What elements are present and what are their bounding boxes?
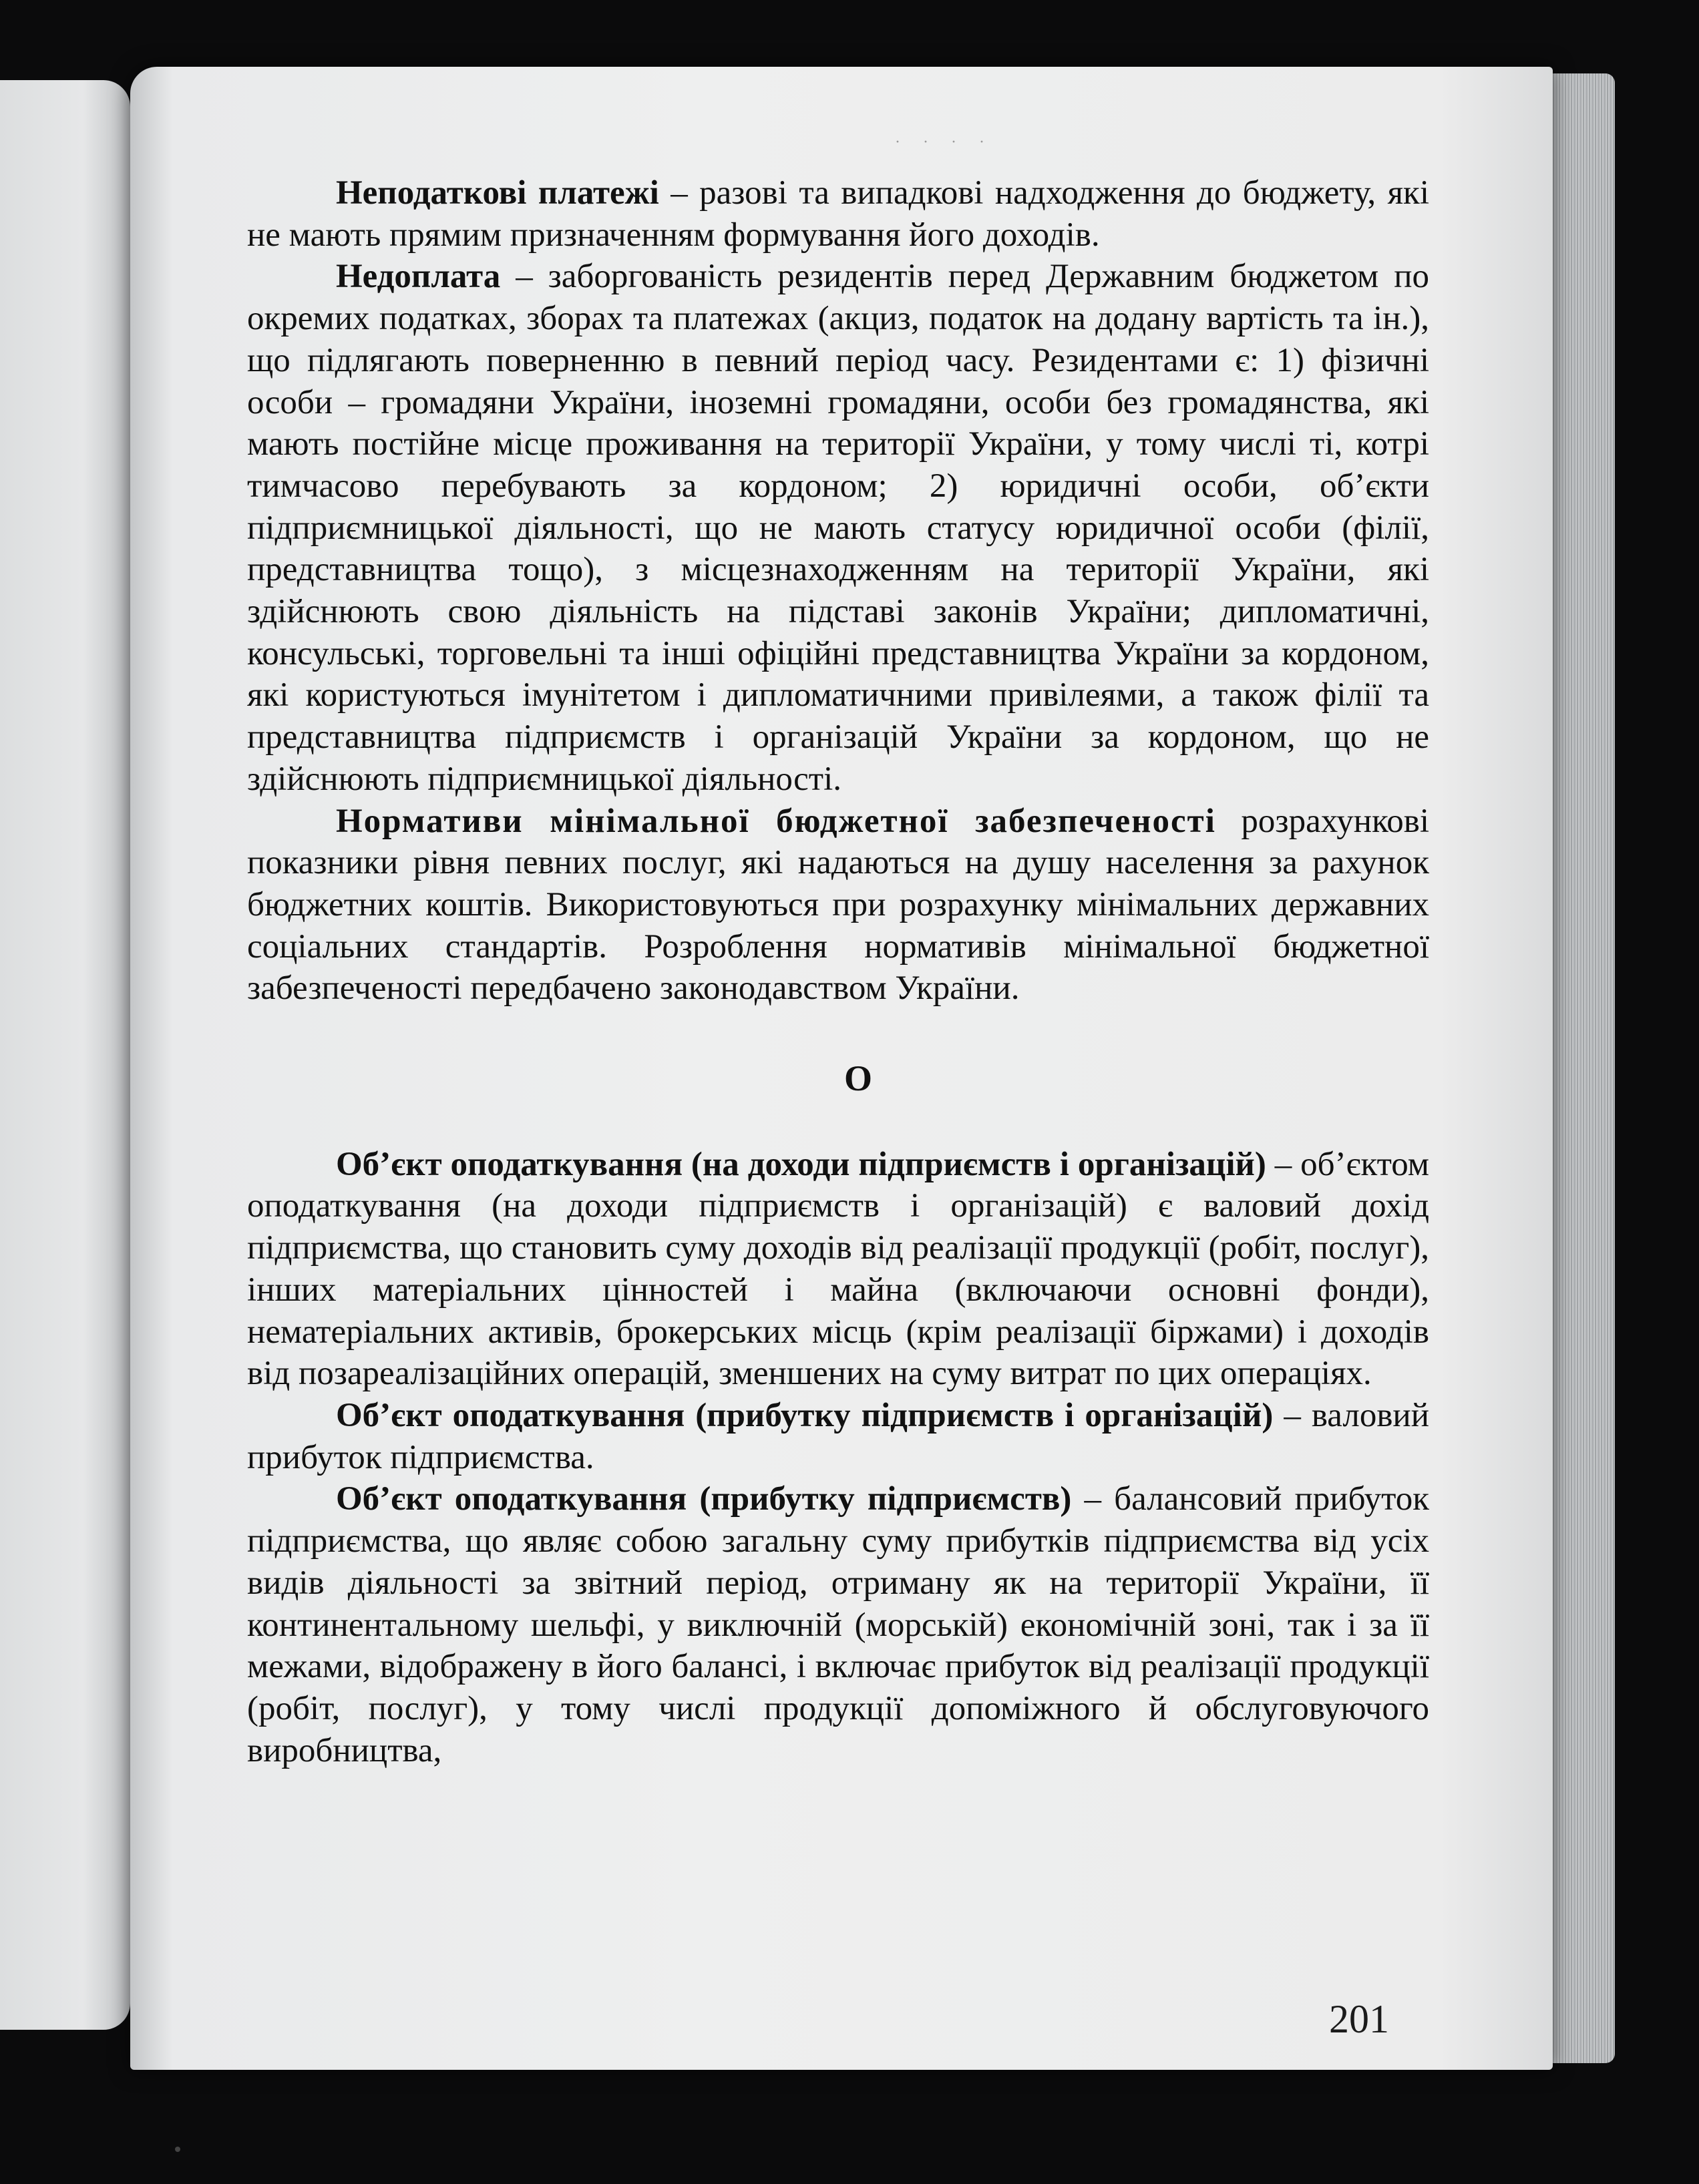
- entry-definition: – об’єктом оподаткування (на доходи підприємств і організацій) є валовий дохід підприємства, що становить суму доходів від реалізації продукції (робіт, послуг), інших матеріальних цінностей і майна (включаючи основні фонди), нематеріальних активів, брокерських місць (крім реалізації біржами) і доходів від позареалізаційних операцій, зменшених на суму витрат по цих операціях.: [247, 1145, 1429, 1393]
- entry-definition: – разові та випадкові надходження до бюджету, які не мають прямим призначенням формування його доходів.: [247, 174, 1429, 254]
- entry-obiekt-prybutok-orh: [247, 1395, 1429, 1478]
- entry-term: Неподаткові платежі: [336, 174, 659, 212]
- page-number: 201: [1329, 1997, 1389, 2041]
- entry-term: Об’єкт оподаткування (прибутку підприємств): [336, 1480, 1072, 1518]
- entry-definition: розрахункові показники рівня певних послуг, які надаються на душу населення за рахунок бюджетних коштів. Використовуються при розрахунку мінімальних державних соціальних стандартів. Розроблення нормативів мінімальної бюджетної забезпеченості передбачено законодавством України.: [247, 802, 1430, 1008]
- entry-obiekt-prybutok: [247, 1478, 1429, 1771]
- entry-term: Об’єкт оподаткування (прибутку підприємств і організацій): [336, 1396, 1274, 1434]
- entry-definition: – валовий прибуток підприємства.: [247, 1396, 1430, 1476]
- dictionary-text: [247, 172, 1429, 1771]
- entry-definition: – заборгованість резидентів перед Державним бюджетом по окремих податках, зборах та платежах (акциз, податок на додану вартість та ін.), що підлягають поверненню в певний період часу. Резидентами є: 1) фізичні особи – громадяни України, іноземні громадяни, особи без громадянства, які мають постійне місце проживання на території України, у тому числі ті, котрі тимчасово перебувають за кордоном; 2) юридичні особи, об’єкти підприємницької діяльності, що не мають статусу юридичної особи (філії, представництва тощо), з місцезнаходженням на території України, які здійснюють свою діяльність на підставі законів України; дипломатичні, консульські, торговельні та інші офіційні представництва України за кордоном, які користуються імунітетом і дипломатичними привілеями, а також філії та представництва підприємств і організацій України за кордоном, що не здійснюють підприємницької діяльності.: [247, 258, 1429, 798]
- entry-obiekt-dokhody: [247, 1144, 1429, 1395]
- entry-term: Недоплата: [336, 258, 501, 296]
- section-letter-heading: О: [843, 1058, 872, 1099]
- running-head-faint: · · · ·: [895, 134, 994, 151]
- scan-dust-mark: [175, 2147, 180, 2152]
- entry-normatyvy: [247, 801, 1429, 1010]
- entry-nepodatkovi-platezhi: [247, 172, 1429, 256]
- previous-page-edge: [0, 80, 130, 2030]
- previous-page-text-fragments: [0, 80, 5, 2030]
- entry-term: Нормативи мінімальної бюджетної забезпеченості: [336, 802, 1216, 840]
- entry-term: Об’єкт оподаткування (на доходи підприємств і організацій): [336, 1145, 1266, 1183]
- entry-nedoplata: [247, 256, 1429, 800]
- entry-definition: – балансовий прибуток підприємства, що являє собою загальну суму прибутків підприємства від усіх видів діяльності за звітний період, отриману як на території України, її континентальному шельфі, у виключній (морській) економічній зоні, так і за її межами, відображену в його балансі, і включає прибуток від реалізації продукції (робіт, послуг), у тому числі продукції допоміжного й обслуговуючого виробництва,: [247, 1480, 1429, 1769]
